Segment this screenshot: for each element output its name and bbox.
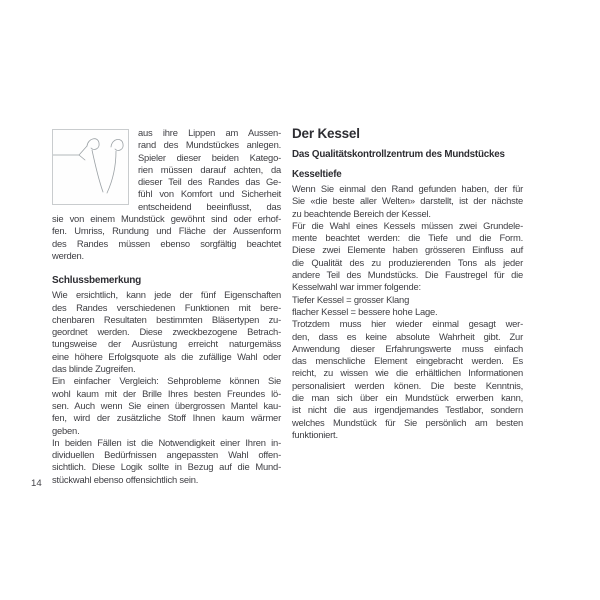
left-rim-curl [87, 139, 99, 150]
text-line: funktioniert. [292, 428, 338, 440]
text-line: Anwendung dieser Erfahrungswerte muss einfach [292, 342, 523, 354]
section-paragraph [292, 183, 523, 441]
page-number: 14 [31, 478, 42, 489]
right-rim-tail [107, 151, 116, 193]
text-line: rien müssen darauf achten, da [138, 163, 281, 175]
mouthpiece-rim-drawing [53, 130, 128, 204]
text-line: das menschliche Element eingebracht werden. Es [292, 355, 523, 367]
text-line: aus ihre Lippen am Aussen- [138, 127, 281, 138]
text-line: Sie «die beste aller Welten» darstellt, ist der nächste [292, 195, 523, 207]
text-line: Tiefer Kessel = grosser Klang [292, 293, 410, 305]
text-line: reicht, zu wissen wie die erhältlichen Informationen [292, 367, 523, 379]
text-line: dieser Teil des Randes das Ge- [138, 176, 281, 188]
text-line: stückwahl ebenso offensichtlich sein. [52, 473, 199, 485]
pointer-fork [79, 146, 87, 160]
text-line: entscheidend beeinflusst, das [138, 200, 281, 212]
left-rim-tail [92, 150, 103, 192]
text-line: sie von einem Mundstück gewöhnt sind oder erhof- [52, 213, 281, 225]
text-line: zu beachtende Bereich der Kessel. [292, 207, 431, 219]
section-heading: Kesseltiefe [292, 169, 342, 180]
text-line: die man sich über ein Mundstück erwerben kann, [292, 392, 523, 404]
text-line: geben. [52, 424, 80, 436]
text-line: Wie ersichtlich, kann jede der fünf Eigenschaften [52, 289, 281, 301]
text-line: chenbaren Resultaten bestimmten Bläsertypen zu- [52, 313, 281, 325]
text-line: mente beachtet werden: die Tiefe und die Form. [292, 232, 523, 244]
text-line: sen. Auch wenn Sie einen übergrossen Mantel kau- [52, 399, 281, 411]
closing-paragraph-2 [52, 375, 281, 436]
chapter-subtitle: Das Qualitätskontrollzentrum des Mundstückes [292, 149, 505, 160]
text-line: dividuellen Bedürfnissen angepassten Wahl offen- [52, 449, 281, 461]
text-line: Spieler dieser beiden Katego- [138, 151, 281, 163]
text-line: sichtlich. Diese Logik sollte in Bezug auf die Mund- [52, 461, 281, 473]
text-line: Kesselwahl war immer folgende: [292, 281, 421, 293]
text-line: wohl kaum mit der Brille Ihres besten Freundes lö- [52, 387, 281, 399]
text-line: geordnet werden. Diese zweckbezogene Betrach- [52, 326, 281, 338]
text-line: rand des Mundstückes anlegen. [138, 139, 281, 151]
left-column [52, 127, 281, 486]
text-line: des Randes müssen ebenso sorgfältig beachtet [52, 237, 281, 249]
text-line: werden. [52, 249, 84, 261]
text-line: welches Mundstück für Sie persönlich am besten [292, 416, 523, 428]
closing-heading: Schlussbemerkung [52, 275, 142, 287]
text-line: andere Teil des Mundstücks. Die Faustregel für die [292, 269, 523, 281]
text-line: Wenn Sie einmal den Rand gefunden haben, der für [292, 183, 523, 194]
text-line: fühl von Komfort und Sicherheit [138, 188, 281, 200]
rim-profile-figure [52, 129, 129, 205]
text-line: personalisiert werden könen. Die beste Kenntnis, [292, 379, 523, 391]
text-line: Trotzdem muss hier wieder einmal gesagt wer- [292, 318, 523, 330]
text-line: des Randes verschiedenen Funktionen mit bere- [52, 301, 281, 313]
text-line: den, dass es keine absolute Wahrheit gibt. Zur [292, 330, 523, 342]
text-line: das blinde Zugreifen. [52, 363, 136, 375]
text-line: fen. Umriss, Rundung und Fläche der Aussenform [52, 225, 281, 237]
text-line: die Qualität des zu produzierenden Tons als jeder [292, 256, 523, 268]
chapter-title: Der Kessel [292, 126, 360, 141]
right-rim-curl [111, 139, 123, 150]
closing-paragraph-3 [52, 437, 281, 486]
text-line: fen, wird der zusätzliche Stoff Ihnen kaum wärmer [52, 412, 281, 424]
text-line: Diese zwei Elemente haben grösseren Einfluss auf [292, 244, 523, 256]
text-line: Ein einfacher Vergleich: Sehprobleme können Sie [52, 375, 281, 387]
text-line: ist nicht die aus irgendjemandes Testlabor, sondern [292, 404, 523, 416]
text-line: In beiden Fällen ist die Notwendigkeit einer Ihren in- [52, 436, 281, 448]
text-line: Für die Wahl eines Kessels müssen zwei Grundele- [292, 219, 523, 231]
closing-paragraph-1 [52, 289, 281, 375]
right-column [292, 127, 523, 441]
text-line: flacher Kessel = bessere hohe Lage. [292, 305, 438, 317]
text-line: tungsweise der Ausrüstung erreicht naturgemäss [52, 338, 281, 350]
text-line: eine höhere Erfolgsquote als die zufällige Wahl oder [52, 350, 281, 362]
